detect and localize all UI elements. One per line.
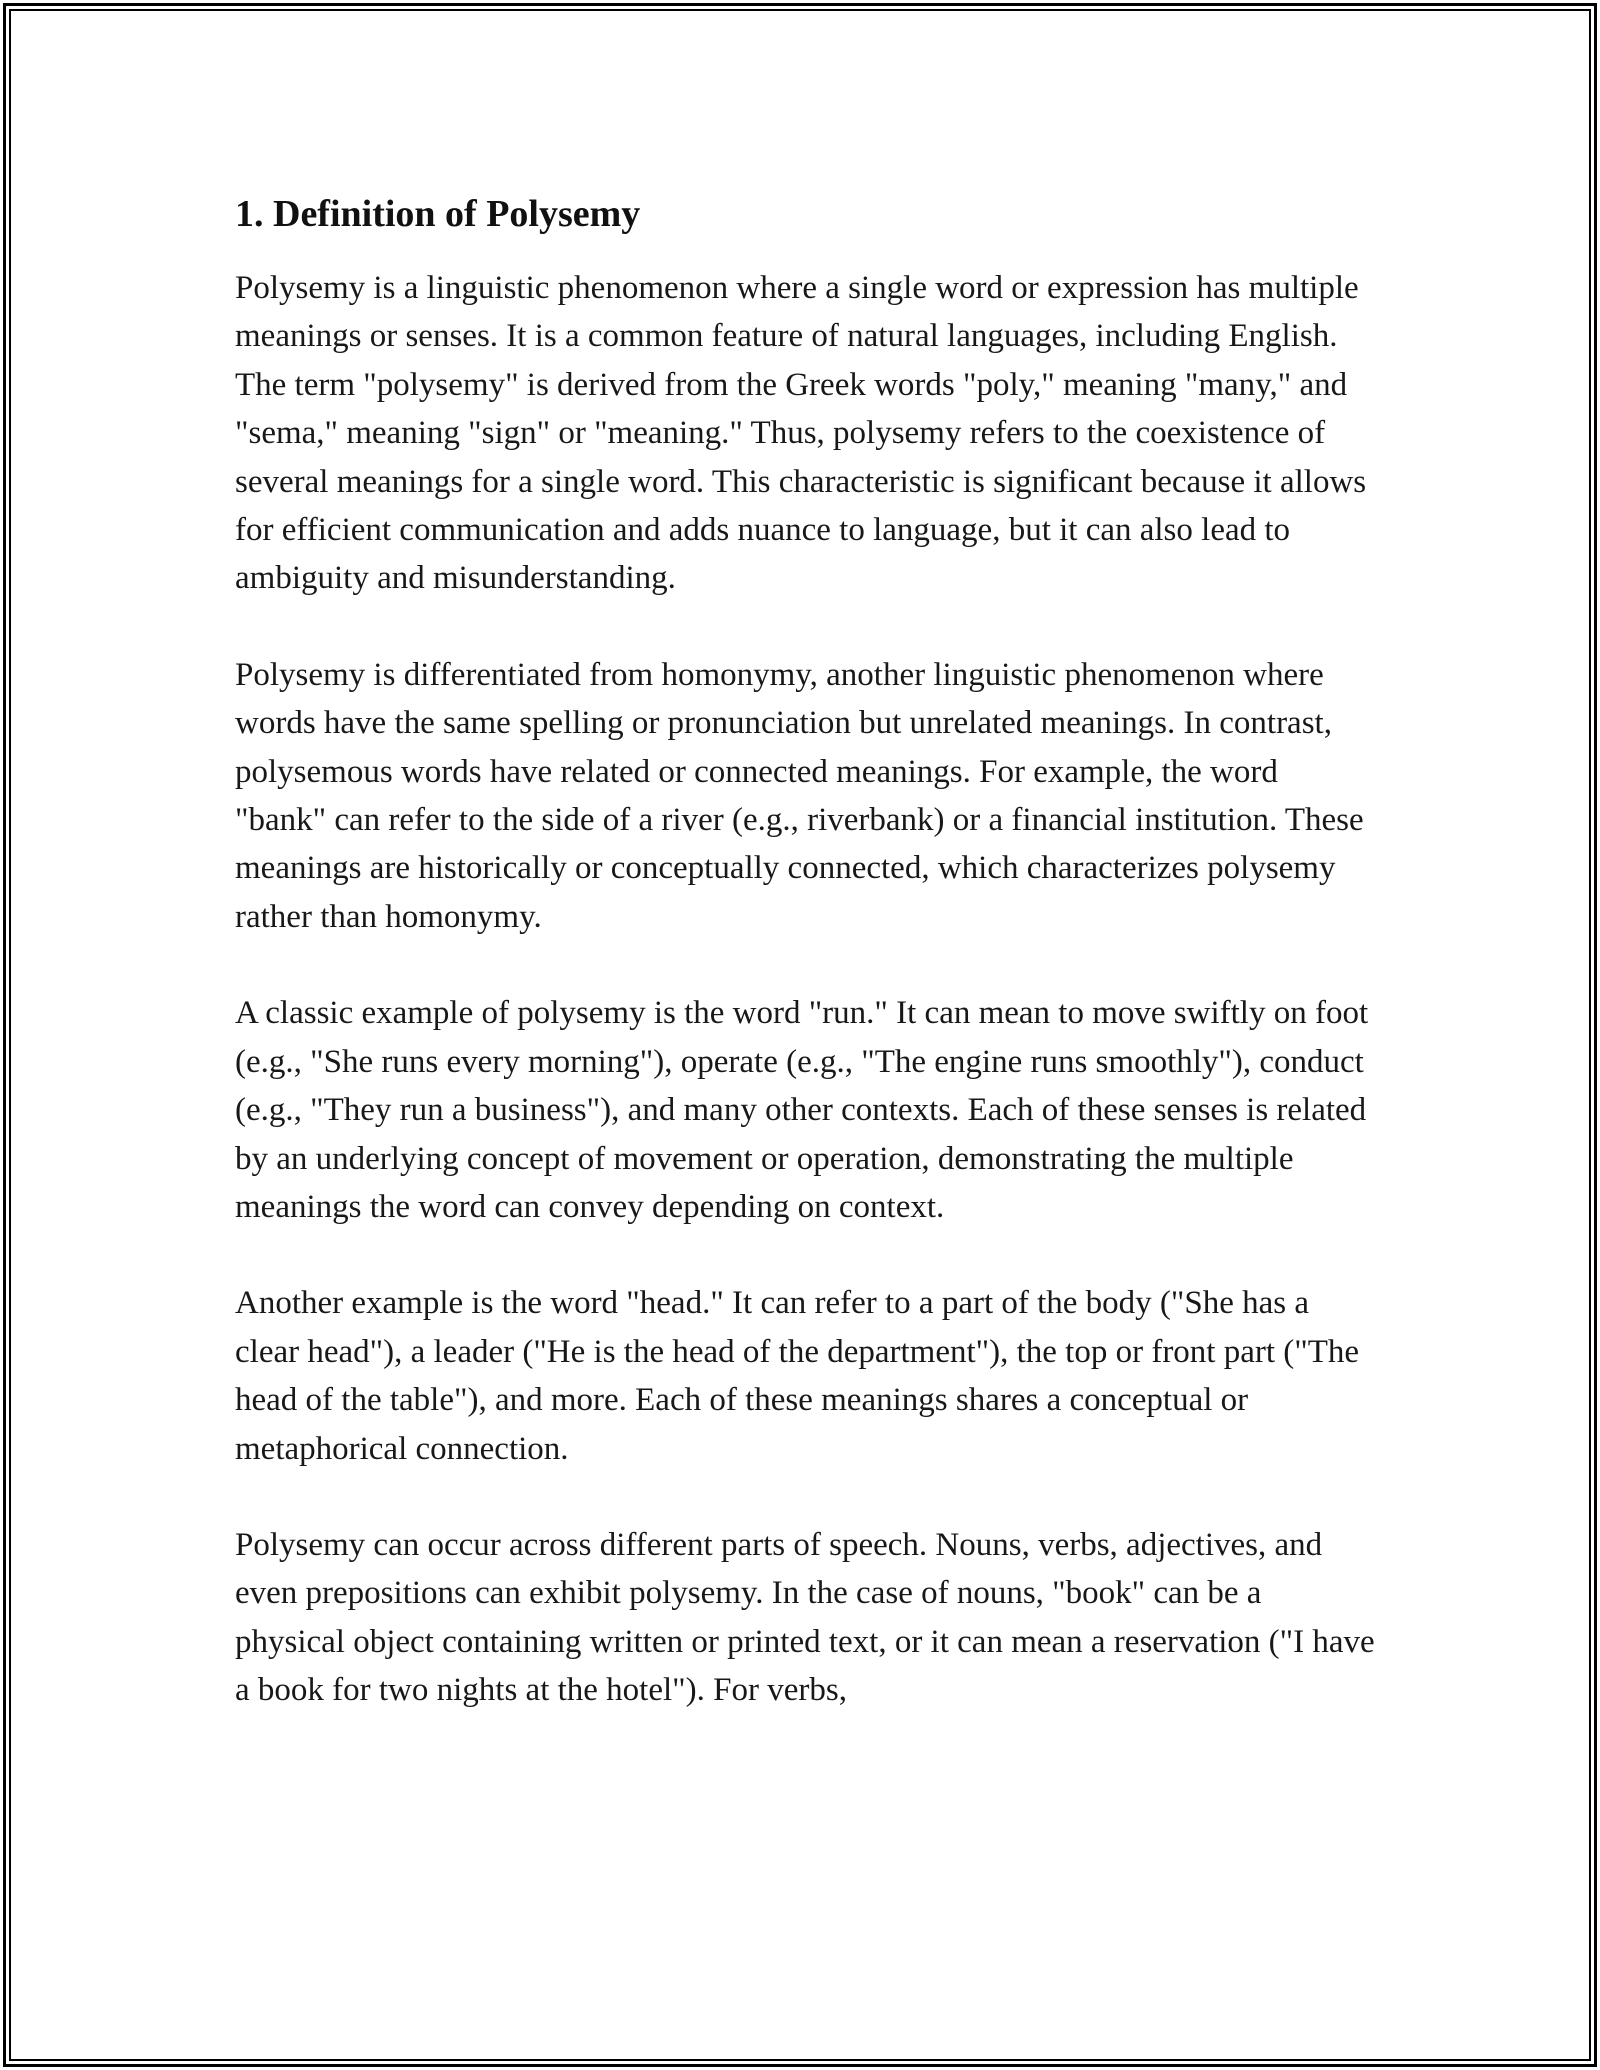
document-body xyxy=(235,186,1375,1763)
paragraph-homonymy: Polysemy is differentiated from homonymy, another linguistic phenomenon where words have the same spelling or pronunciation but unrelated meanings. In contrast, polysemous words have related or connected meanings. For example, the word "bank" can refer to the side of a river (e.g., riverbank) or a financial institution. These meanings are historically or conceptually connected, which characterizes polysemy rather than homonymy. xyxy=(235,656,1364,935)
paragraph-head-example: Another example is the word "head." It can refer to a part of the body ("She has a clear head"), a leader ("He is the head of the department"), the top or front part ("The head of the table"), and more. Each of these meanings shares a conceptual or metaphorical connection. xyxy=(235,1285,1360,1467)
paragraph-definition: Polysemy is a linguistic phenomenon where a single word or expression has multiple meanings or senses. It is a common feature of natural languages, including English. The term "polysemy" is derived from the Greek words "poly," meaning "many," and "sema," meaning "sign" or "meaning." Thus, polysemy refers to the coexistence of several meanings for a single word. This characteristic is significant because it allows for efficient communication and adds nuance to language, but it can also lead to ambiguity and misunderstanding. xyxy=(235,270,1367,597)
section-heading: 1. Definition of Polysemy xyxy=(235,193,641,235)
paragraph-run-example: A classic example of polysemy is the word "run." It can mean to move swiftly on foot (e.g., "She runs every morning"), operate (e.g., "The engine runs smoothly"), conduct (e.g., "They run a business"), and many other contexts. Each of these senses is related by an underlying concept of movement or operation, demonstrating the multiple meanings the word can convey depending on context. xyxy=(235,995,1369,1225)
paragraph-parts-of-speech: Polysemy can occur across different parts of speech. Nouns, verbs, adjectives, and even prepositions can exhibit polysemy. In the case of nouns, "book" can be a physical object containing written or printed text, or it can mean a reservation ("I have a book for two nights at the hotel"). For verbs, xyxy=(235,1526,1375,1709)
